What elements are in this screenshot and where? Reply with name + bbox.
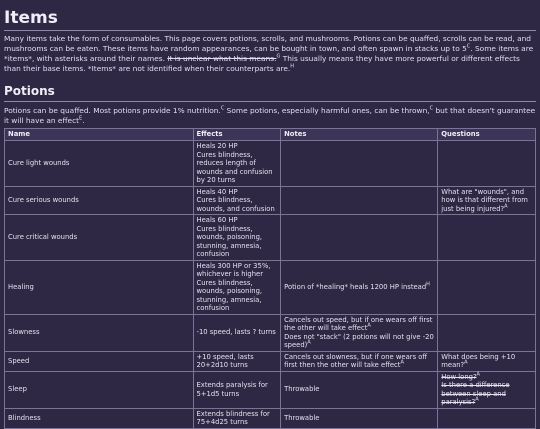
citation-h[interactable]: H	[426, 281, 430, 288]
section-divider	[4, 101, 536, 102]
cell-notes	[281, 351, 438, 371]
effect-text: Heals 40 HP	[196, 187, 238, 196]
cell-effects	[193, 260, 281, 314]
potions-intro-d: .	[82, 116, 85, 125]
note-text: Cancels out speed, but if one wears off first the other will take effect	[284, 315, 433, 332]
effect-text: Extends paralysis for 5+1d5 turns	[196, 381, 268, 398]
note-text: Throwable	[284, 385, 320, 394]
cell-name: Healing	[5, 260, 194, 314]
potions-intro	[4, 106, 536, 126]
table-row	[5, 141, 536, 187]
cell-notes	[281, 141, 438, 187]
table-row	[5, 371, 536, 408]
effect-text: Cures blindness, reduces length of wounds and confusion by 20 turns	[196, 150, 273, 184]
cell-questions	[438, 186, 536, 215]
citation-a[interactable]: A	[400, 359, 404, 366]
note-text: Cancels out slowness, but if one wears off first then the other will take effect	[284, 352, 428, 369]
effect-text: Heals 60 HP	[196, 216, 238, 224]
cell-effects	[193, 141, 281, 187]
column-header-notes: Notes	[281, 129, 438, 141]
table-body	[5, 141, 536, 429]
cell-name: Cure critical wounds	[5, 215, 194, 261]
section-heading-potions: Potions	[4, 84, 55, 98]
note-text: Potion of *healing* heals 1200 HP instead	[284, 282, 427, 291]
intro-text-3: This usually means they have more powerful or different effects than their base items. *Items* are not identified when their counterparts are.	[4, 54, 520, 73]
table-row	[5, 215, 536, 261]
cell-questions	[438, 371, 536, 408]
cell-questions	[438, 141, 536, 187]
cell-notes	[281, 371, 438, 408]
citation-a[interactable]: A	[307, 339, 311, 346]
intro-strike: It is unclear what this means.	[167, 54, 277, 63]
question-text: What are "wounds", and how is that different from just being injured?	[441, 187, 528, 213]
cell-questions	[438, 314, 536, 351]
citation-c[interactable]: C	[220, 105, 225, 112]
cell-effects	[193, 186, 281, 215]
potions-intro-a: Potions can be quaffed. Most potions provide 1% nutrition.	[4, 106, 221, 115]
citation-c[interactable]: C	[466, 43, 471, 50]
cell-effects	[193, 215, 281, 261]
cell-notes	[281, 186, 438, 215]
table-row	[5, 408, 536, 428]
cell-effects	[193, 351, 281, 371]
column-header-questions: Questions	[438, 129, 536, 141]
citation-a[interactable]: A	[367, 322, 371, 329]
question-text: How long?	[441, 372, 477, 381]
note-text: Throwable	[284, 413, 320, 422]
cell-name: Sleep	[5, 371, 194, 408]
note-text: Does not "stack" (2 potions will not give -20 speed)	[284, 332, 434, 349]
cell-effects	[193, 314, 281, 351]
intro-text-1: Many items take the form of consumables. This page covers potions, scrolls, and mushrooms. Potions can be quaffed, scrolls can be read, and mushrooms can be eaten. These items have random appearances, can be bought in town, and often spawn in stacks up to 5	[4, 34, 531, 53]
citation-a[interactable]: A	[476, 371, 480, 378]
cell-name: Slowness	[5, 314, 194, 351]
citation-a[interactable]: A	[504, 203, 508, 210]
citation-a[interactable]: A	[464, 359, 468, 366]
effect-text: -10 speed, lasts ? turns	[196, 328, 276, 337]
question-text: Is there a difference between sleep and paralysis?	[441, 381, 510, 406]
cell-questions	[438, 351, 536, 371]
table-row	[5, 186, 536, 215]
cell-questions	[438, 408, 536, 428]
table-row	[5, 314, 536, 351]
table-row	[5, 260, 536, 314]
cell-notes	[281, 314, 438, 351]
potions-table	[4, 128, 536, 429]
effect-text: Cures blindness, wounds, and confusion	[196, 196, 275, 213]
intro-text-2: . Some items are *items*, with asterisks around their names.	[4, 44, 534, 63]
potions-intro-b: Some potions, especially harmful ones, can be thrown,	[224, 106, 430, 115]
table-header-row	[5, 129, 536, 141]
potions-intro-c: but that doesn't guarantee it will have an effect	[4, 106, 536, 125]
cell-name: Cure light wounds	[5, 141, 194, 187]
page-title: Items	[4, 8, 58, 28]
column-header-name: Name	[5, 129, 194, 141]
citation-e[interactable]: E	[79, 115, 83, 122]
effect-text: Heals 300 HP or 35%, whichever is higher	[196, 261, 271, 278]
title-divider	[4, 30, 536, 31]
cell-notes	[281, 408, 438, 428]
citation-g[interactable]: G	[276, 53, 281, 60]
citation-a[interactable]: A	[475, 396, 479, 403]
cell-effects	[193, 408, 281, 428]
cell-name: Blindness	[5, 408, 194, 428]
cell-questions	[438, 260, 536, 314]
effect-text: Cures blindness, wounds, poisoning, stunning, amnesia, confusion	[196, 278, 263, 312]
column-header-effects: Effects	[193, 129, 281, 141]
cell-name: Cure serious wounds	[5, 186, 194, 215]
cell-notes	[281, 215, 438, 261]
cell-name: Speed	[5, 351, 194, 371]
citation-c[interactable]: C	[429, 105, 434, 112]
effect-text: Cures blindness, wounds, poisoning, stunning, amnesia, confusion	[196, 224, 263, 258]
cell-effects	[193, 371, 281, 408]
effect-text: +10 speed, lasts 20+2d10 turns	[196, 352, 254, 369]
citation-h[interactable]: H	[290, 63, 295, 70]
effect-text: Extends blindness for 75+4d25 turns	[196, 409, 270, 426]
cell-questions	[438, 215, 536, 261]
intro-paragraph	[4, 34, 536, 74]
question-text: What does being +10 mean?	[441, 352, 516, 369]
table-row	[5, 351, 536, 371]
effect-text: Heals 20 HP	[196, 142, 238, 150]
cell-notes	[281, 260, 438, 314]
